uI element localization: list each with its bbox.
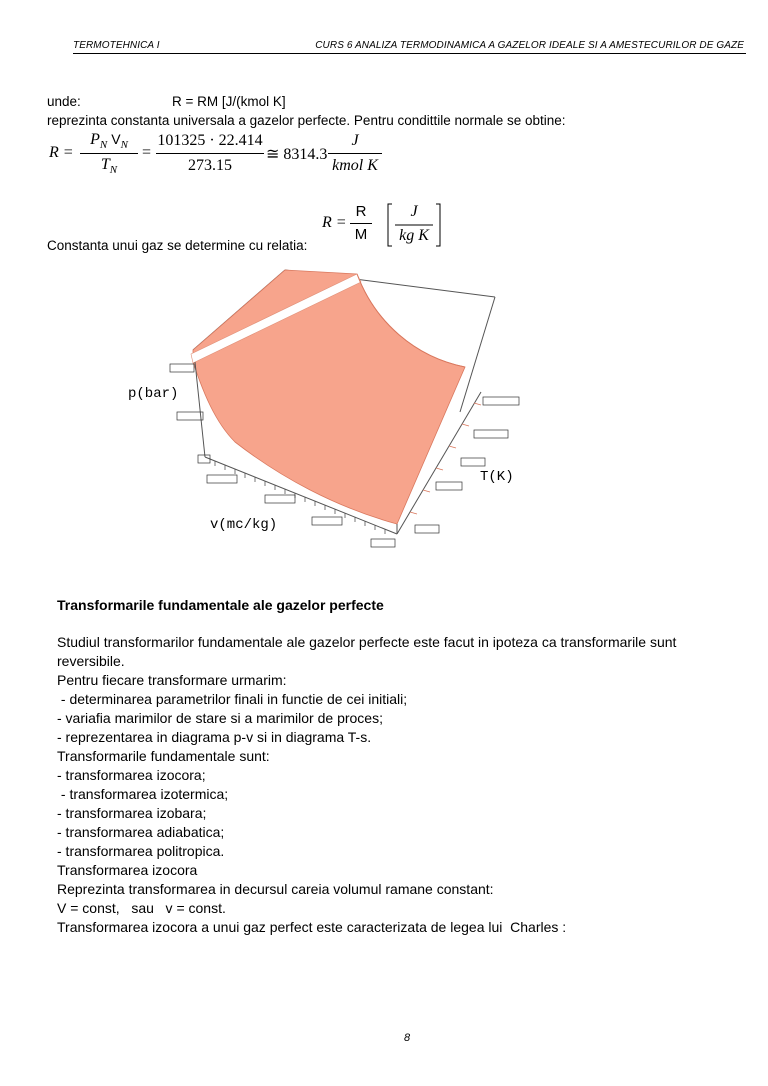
formula1-v: V — [111, 131, 121, 147]
formula1-v-sub: N — [120, 139, 128, 152]
r-definition: R = RM [J/(kmol K] — [172, 94, 286, 109]
formula2-num: R — [355, 203, 367, 220]
unde-label: unde: — [47, 94, 81, 109]
formula1-unit-num: J — [351, 132, 359, 149]
formula1-eq: = — [142, 144, 152, 161]
z-axis-label: p(bar) — [128, 386, 179, 402]
formula1-lhs: R = — [49, 144, 74, 161]
formula1-bar2 — [156, 153, 264, 154]
surface-sheet — [193, 270, 465, 524]
section-line-16: Transformarea izocora a unui gaz perfect este caracterizata de legea lui Charles : — [57, 919, 567, 935]
formula1-p-sub: N — [99, 139, 108, 152]
formula1-denominator — [80, 156, 138, 176]
section-line-12: - transformarea politropica. — [57, 843, 225, 859]
formula1-t-sub: N — [109, 164, 118, 177]
formula2-den: M — [354, 226, 368, 243]
formula2-lhs: R = — [322, 214, 347, 231]
section-line-9: - transformarea izotermica; — [57, 786, 229, 802]
constanta-sentence: Constanta unui gaz se determine cu relatia: — [47, 238, 308, 253]
formula2-bar — [350, 223, 372, 224]
header-rule — [73, 53, 746, 54]
section-line-4: - determinarea parametrilor finali in functie de cei initiali; — [57, 691, 408, 707]
section-line-15: V = const, sau v = const. — [57, 900, 226, 916]
surface-plot — [125, 262, 535, 552]
formula1-result: ≅ 8314.3 — [266, 146, 328, 163]
section-line-1: Studiul transformarilor fundamentale ale gazelor perfecte este facut in ipoteza ca transformarile sunt — [57, 634, 677, 650]
formula1-bar1 — [80, 153, 138, 154]
formula2-unit-den: kg K — [399, 227, 429, 244]
section-line-3: Pentru fiecare transformare urmarim: — [57, 672, 287, 688]
page-number: 8 — [404, 1032, 411, 1044]
formula2-unit-num: J — [410, 203, 418, 220]
formula1-numerator — [80, 131, 138, 151]
section-line-2: reversibile. — [57, 653, 125, 669]
t-axis-label: T(K) — [480, 469, 514, 485]
section-line-5: - variafia marimilor de stare si a marimilor de proces; — [57, 710, 383, 726]
section-line-8: - transformarea izocora; — [57, 767, 206, 783]
formula1-num2: 101325 · 22.414 — [157, 132, 263, 149]
section-line-7: Transformarile fundamentale sunt: — [57, 748, 270, 764]
section-line-13: Transformarea izocora — [57, 862, 198, 878]
formula1-den2: 273.15 — [188, 157, 232, 174]
header-chapter-title: CURS 6 ANALIZA TERMODINAMICA A GAZELOR IDEALE SI A AMESTECURILOR DE GAZE — [315, 40, 744, 51]
section-title: Transformarile fundamentale ale gazelor perfecte — [57, 597, 384, 613]
frame-back-right — [460, 297, 495, 412]
section-line-6: - reprezentarea in diagrama p-v si in diagrama T-s. — [57, 729, 372, 745]
section-line-11: - transformarea adiabatica; — [57, 824, 225, 840]
v-axis-label: v(mc/kg) — [210, 517, 278, 533]
section-line-10: - transformarea izobara; — [57, 805, 207, 821]
formula1-p: P — [90, 131, 100, 148]
formula1-bar3 — [328, 153, 382, 154]
formula1-unit-den: kmol K — [332, 157, 378, 174]
intro-sentence: reprezinta constanta universala a gazelor perfecte. Pentru condittile normale se obtine: — [47, 113, 566, 128]
section-line-14: Reprezinta transformarea in decursul careia volumul ramane constant: — [57, 881, 494, 897]
formula1-t: T — [100, 156, 110, 173]
header-course-title: TERMOTEHNICA I — [73, 40, 160, 51]
